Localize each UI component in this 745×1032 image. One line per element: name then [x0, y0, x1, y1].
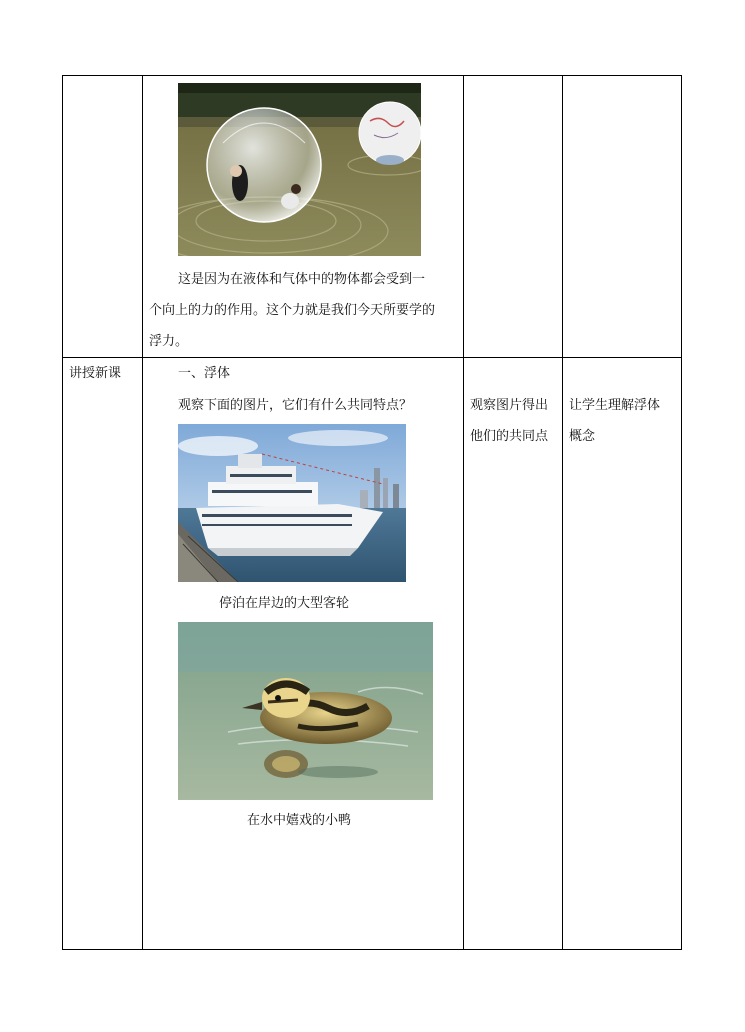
stage-label: 讲授新课 [69, 366, 122, 381]
duckling-photo [178, 622, 433, 800]
design-intent-line-1: 让学生理解浮体 [569, 398, 661, 413]
section-heading: 一、浮体 [178, 366, 231, 381]
design-intent-line-2: 概念 [569, 429, 596, 444]
student-activity-line-2: 他们的共同点 [470, 429, 549, 444]
table-border-right [681, 75, 682, 950]
table-border-row-divider [62, 357, 682, 358]
explanation-line-3: 浮力。 [149, 334, 189, 349]
caption-duck: 在水中嬉戏的小鸭 [247, 813, 352, 828]
table-col-divider-2 [463, 75, 464, 950]
table-border-top [62, 75, 682, 76]
observation-question: 观察下面的图片，它们有什么共同特点？ [178, 398, 413, 413]
explanation-line-2: 个向上的力的作用。这个力就是我们今天所要学的 [149, 303, 436, 318]
table-col-divider-3 [562, 75, 563, 950]
caption-ship: 停泊在岸边的大型客轮 [219, 596, 350, 611]
table-col-divider-1 [142, 75, 143, 950]
table-border-bottom [62, 949, 682, 950]
water-ball-photo [178, 83, 421, 256]
student-activity-line-1: 观察图片得出 [470, 398, 549, 413]
table-border-left [62, 75, 63, 950]
cruise-ship-photo [178, 424, 406, 582]
explanation-line-1: 这是因为在液体和气体中的物体都会受到一 [178, 272, 426, 287]
